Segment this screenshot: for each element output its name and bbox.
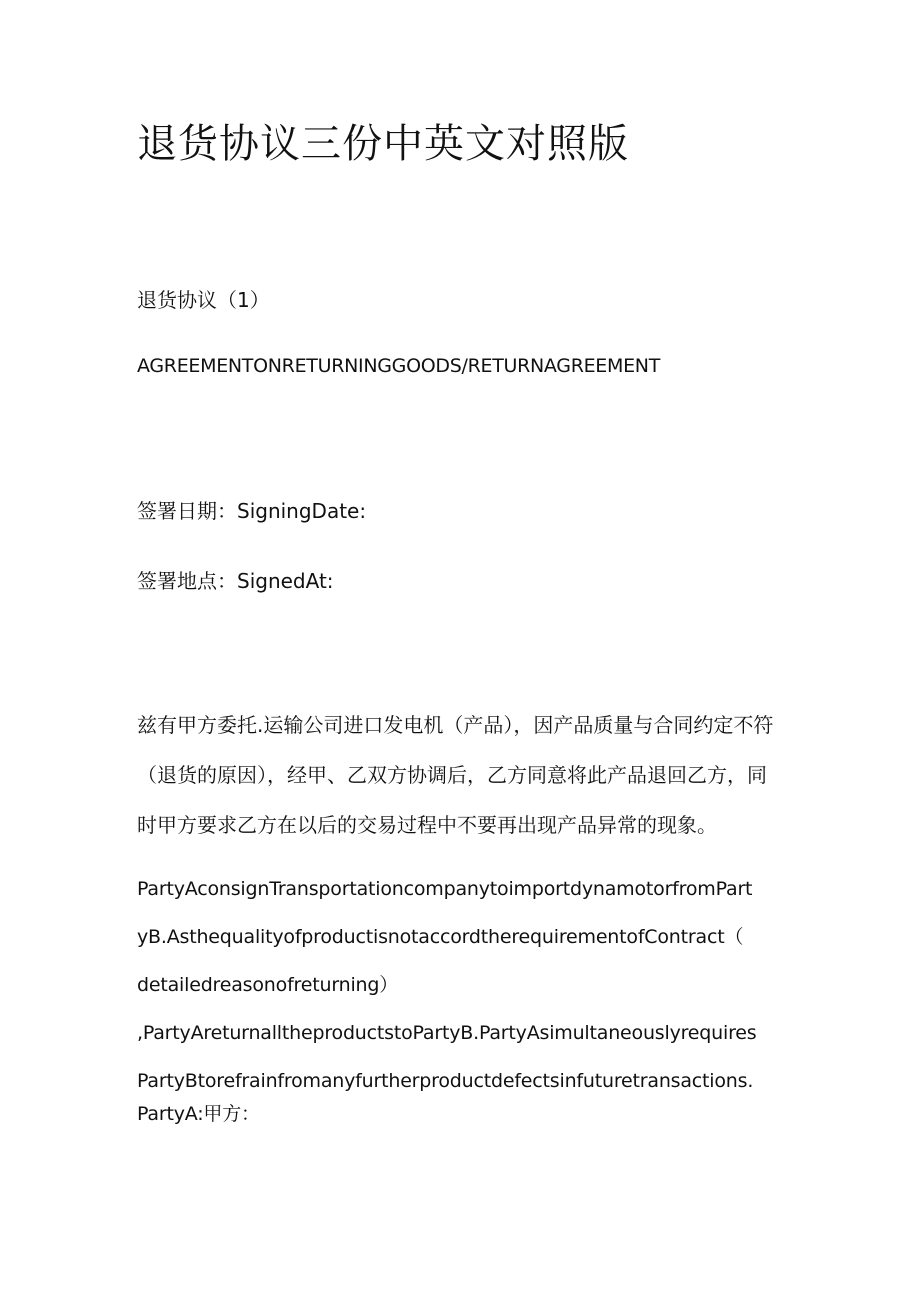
document-title: 退货协议三份中英文对照版 [137,121,629,167]
paragraph-en-line: PartyBtorefrainfromanyfurtherproductdefectsinfuturetransactions. [137,1070,754,1092]
section-title-zh: 退货协议（1） [137,288,270,312]
paragraph-en-line: detailedreasonofreturning） [137,974,399,996]
paragraph-zh-line: 兹有甲方委托.运输公司进口发电机（产品），因产品质量与合同约定不符 [137,713,774,737]
party-a-label: PartyA:甲方： [137,1103,260,1125]
signing-date-label: 签署日期：SigningDate: [137,499,367,523]
section-title-en: AGREEMENTONRETURNINGGOODS/RETURNAGREEMENT [137,355,661,377]
paragraph-en-line: ,PartyAreturnalltheproductstoPartyB.PartyAsimultaneouslyrequires [137,1022,757,1044]
paragraph-zh-line: 时甲方要求乙方在以后的交易过程中不要再出现产品异常的现象。 [137,813,717,837]
signed-at-label: 签署地点：SignedAt: [137,569,334,593]
paragraph-en-line: PartyAconsignTransportationcompanytoimportdynamotorfromPart [137,878,753,900]
paragraph-zh-line: （退货的原因），经甲、乙双方协调后，乙方同意将此产品退回乙方，同 [137,763,767,787]
paragraph-en-line: yB.AsthequalityofproductisnotaccordtherequirementofContract（ [137,926,744,948]
